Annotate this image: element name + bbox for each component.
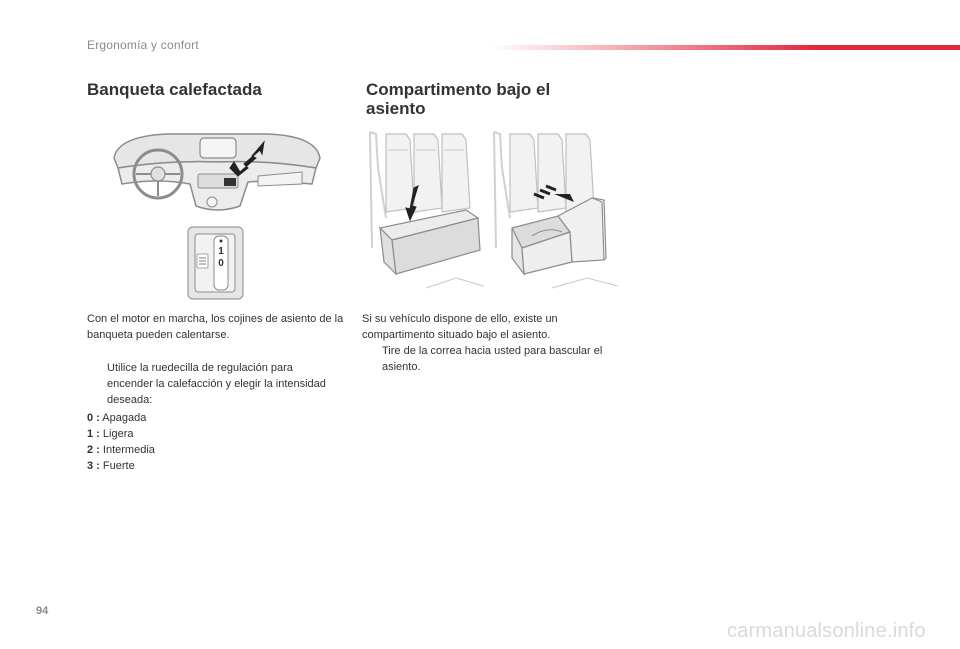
section-header-title: Ergonomía y confort <box>87 38 199 52</box>
section-header-bar <box>490 45 960 50</box>
heating-level-legend <box>87 410 155 474</box>
under-seat-compartment-paragraph: Si su vehículo dispone de ello, existe un compartimento situado bajo el asiento. <box>362 313 558 341</box>
heating-knob-illustration <box>187 226 244 300</box>
legend-item: 2 : Intermedia <box>87 444 155 456</box>
seat-tilted-compartment-illustration <box>492 128 622 296</box>
knob-label-0: 0 <box>218 258 224 269</box>
knob-label-1: 1 <box>218 246 224 257</box>
heated-bench-paragraph: Con el motor en marcha, los cojines de asiento de la banqueta pueden calentarse. <box>87 313 344 341</box>
legend-item: 1 : Ligera <box>87 428 134 440</box>
instruction-text: Tire de la correa hacia usted para bascular el asiento. <box>382 345 603 373</box>
watermark: carmanualsonline.info <box>727 620 926 642</box>
legend-item: 0 : Apagada <box>87 412 147 424</box>
page-number: 94 <box>36 605 49 617</box>
seat-folded-illustration <box>366 128 488 296</box>
legend-item: 3 : Fuerte <box>87 460 135 472</box>
heated-bench-title: Banqueta calefactada <box>87 80 262 99</box>
dashboard-illustration <box>108 128 326 220</box>
instruction-text: Utilice la ruedecilla de regulación para encender la calefacción y elegir la intensidad deseada: <box>107 362 326 406</box>
under-seat-compartment-instruction <box>362 343 624 375</box>
heated-bench-instruction <box>87 360 337 408</box>
under-seat-compartment-title: Compartimento bajo el asiento <box>366 80 551 118</box>
